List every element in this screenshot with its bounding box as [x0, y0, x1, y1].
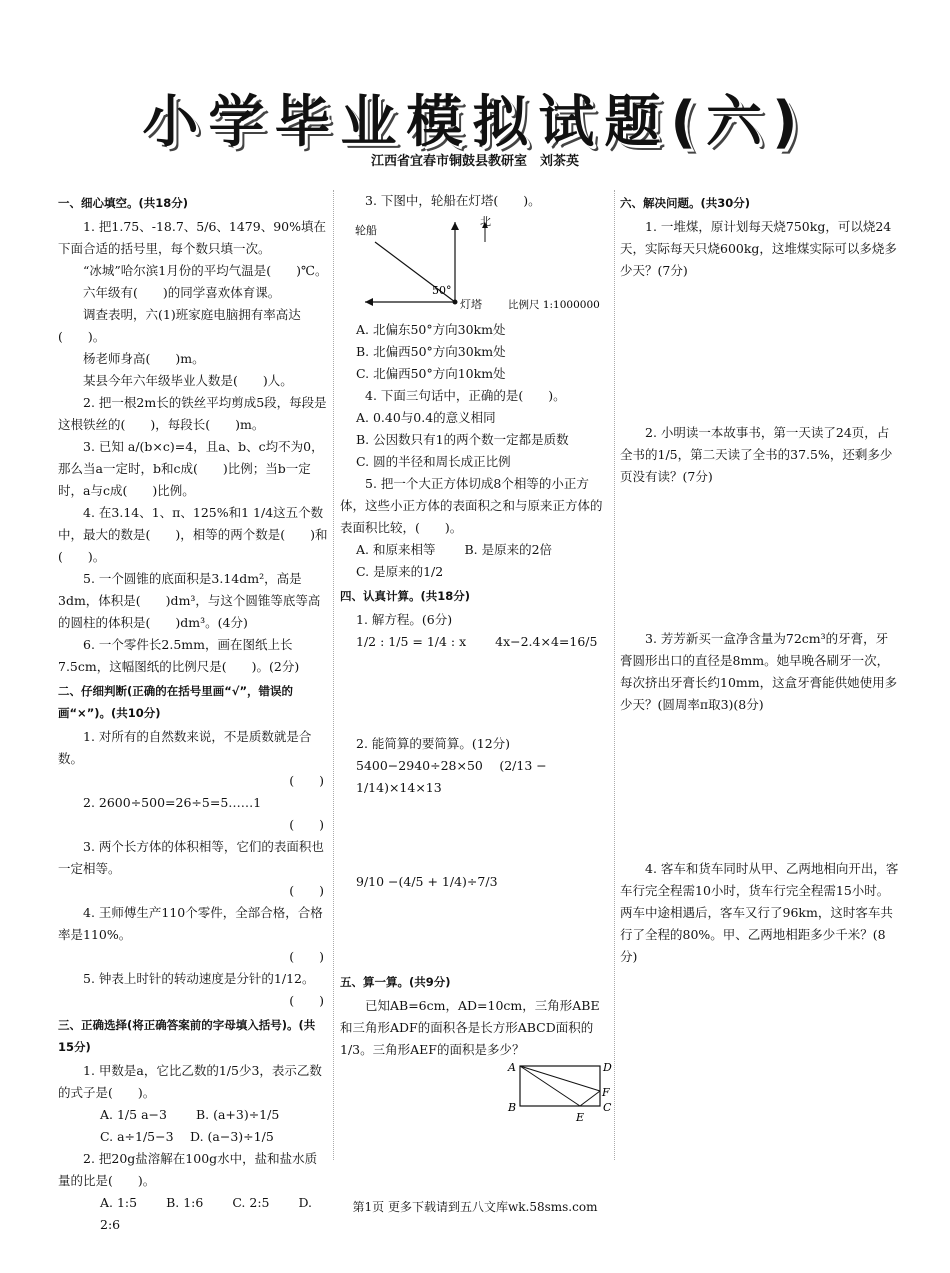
geometry-question: 已知AB=6cm，AD=10cm，三角形ABE和三角形ADF的面积各是长方形ABCD面积的1/3。三角形AEF的面积是多少？: [340, 998, 600, 1057]
option: B. 1:6: [166, 1195, 204, 1210]
option: C. 是原来的1/2: [356, 564, 444, 579]
choice-question: 5. 把一个大正方体切成8个相等的小正方体，这些小正方体的表面积之和与原来正方体的表面积比较，( )。: [340, 476, 603, 535]
equations: [356, 631, 610, 653]
question: 某县今年六年级毕业人数是( )人。: [83, 373, 293, 388]
question: “冰城”哈尔滨1月份的平均气温是( )℃。: [83, 263, 328, 278]
north-label: 北: [480, 215, 491, 228]
judge-item: 1. 对所有的自然数来说，不是质数就是合数。: [58, 729, 312, 766]
answer-paren: ( ): [289, 883, 324, 898]
option: C. 北偏西50°方向10km处: [356, 366, 506, 381]
expression: 5400−2940÷28×50: [356, 758, 483, 773]
question: 1. 把1.75、-18.7、5/6、1479、90%填在下面合适的括号里，每个数只填一次。: [58, 219, 326, 256]
rectangle-figure: [340, 1061, 610, 1131]
expression: 9/10 −(4/5 + 1/4)÷7/3: [356, 874, 498, 889]
label-e: E: [576, 1111, 585, 1124]
label-d: D: [603, 1061, 612, 1074]
section-heading: 五、算一算。(共9分): [340, 975, 451, 989]
page-footer: 第1页 更多下载请到五八文库wk.58sms.com: [352, 1200, 598, 1214]
section-heading: 六、解决问题。(共30分): [620, 196, 751, 210]
question: 六年级有( )的同学喜欢体育课。: [83, 285, 281, 300]
arrow-head: [365, 298, 373, 306]
choice-question: 4. 下面三句话中，正确的是( )。: [365, 388, 566, 403]
option: D. (a−3)÷1/5: [190, 1129, 274, 1144]
answer-paren: ( ): [289, 949, 324, 964]
judge-item: 4. 王师傅生产110个零件，全部合格，合格率是110%。: [58, 905, 323, 942]
choice-question: 1. 甲数是a，它比乙数的1/5少3，表示乙数的式子是( )。: [58, 1063, 322, 1100]
question: 杨老师身高( )m。: [83, 351, 205, 366]
answer-paren: ( ): [289, 993, 324, 1008]
answer-paren: ( ): [289, 773, 324, 788]
choice-options: [356, 539, 610, 561]
question: 4. 在3.14、1、π、125%和1 1/4这五个数中，最大的数是( )，相等的两个数是( )和( )。: [58, 505, 328, 564]
label-f: F: [602, 1086, 610, 1099]
option: C. 圆的半径和周长成正比例: [356, 454, 511, 469]
angle-label: 50°: [432, 284, 452, 297]
question: 调查表明，六(1)班家庭电脑拥有率高达( )。: [58, 307, 301, 344]
arrow-head: [451, 222, 459, 230]
option: A. 0.40与0.4的意义相同: [356, 410, 496, 425]
word-problem: 4. 客车和货车同时从甲、乙两地相向开出，客车行完全程需10小时，货车行完全程需15小时。两车中途相遇后，客车又行了96km，这时客车共行了全程的80%。甲、乙两地相距多少千米？(8分): [620, 861, 899, 964]
word-problem: 2. 小明读一本故事书，第一天读了24页，占全书的1/5，第二天读了全书的37.5%，还剩多少页没有读？(7分): [620, 425, 893, 484]
option: A. 1:5: [100, 1195, 138, 1210]
page-title: 小学毕业模拟试题(六): [142, 90, 808, 155]
column-right: [620, 190, 900, 968]
choice-options: [74, 1104, 328, 1126]
expressions: [356, 755, 610, 799]
question: 6. 一个零件长2.5mm，画在图纸上长7.5cm，这幅图纸的比例尺是( )。(2分): [58, 637, 300, 674]
ship-lighthouse-figure: [340, 212, 610, 312]
equation: 4x−2.4×4=16/5: [495, 634, 598, 649]
question: 3. 已知 a/(b×c)=4，且a、b、c均不为0，那么当a一定时，b和c成( )比例；当b一定时，a与c成( )比例。: [58, 439, 324, 498]
judge-item: 5. 钟表上时针的转动速度是分针的1/12。: [83, 971, 315, 986]
segment-ef: [580, 1091, 600, 1106]
sub-question: 1. 解方程。(6分): [356, 612, 453, 627]
option: B. (a+3)÷1/5: [195, 1107, 280, 1122]
column-divider: [333, 190, 334, 1160]
option: D. 2:6: [100, 1195, 313, 1232]
option: B. 北偏西50°方向30km处: [356, 344, 506, 359]
section-heading: 二、仔细判断(正确的在括号里画“√”，错误的画“×”)。(共10分): [58, 684, 294, 720]
option: A. 1/5 a−3: [100, 1107, 167, 1122]
author-line: 江西省宜春市铜鼓县教研室 刘茶英: [370, 154, 579, 169]
column-middle: [340, 190, 610, 1138]
ship-label: 轮船: [355, 224, 377, 237]
choice-options: [74, 1126, 328, 1148]
label-c: C: [603, 1101, 612, 1114]
section-heading: 四、认真计算。(共18分): [340, 589, 471, 603]
judge-item: 3. 两个长方体的体积相等，它们的表面积也一定相等。: [58, 839, 324, 876]
option: A. 北偏东50°方向30km处: [356, 322, 506, 337]
column-left: [58, 190, 328, 1236]
choice-question: 3. 下图中，轮船在灯塔( )。: [365, 193, 541, 208]
equation: 1/2 : 1/5 = 1/4 : x: [356, 634, 467, 649]
segment-ae: [520, 1066, 580, 1106]
option: C. 2:5: [232, 1195, 270, 1210]
tower-label: 灯塔: [460, 298, 482, 311]
judge-item: 2. 2600÷500=26÷5=5……1: [83, 795, 262, 810]
section-heading: 一、细心填空。(共18分): [58, 196, 189, 210]
sub-question: 2. 能简算的要简算。(12分): [356, 736, 511, 751]
lighthouse-dot: [453, 300, 458, 305]
scale-label: 比例尺 1:1000000: [508, 299, 600, 311]
word-problem: 1. 一堆煤，原计划每天烧750kg，可以烧24天，实际每天只烧600kg，这堆煤实际可以多烧多少天？(7分): [620, 219, 897, 278]
question: 2. 把一根2m长的铁丝平均剪成5段，每段是这根铁丝的( )，每段长( )m。: [58, 395, 327, 432]
option: A. 和原来相等: [356, 542, 436, 557]
answer-paren: ( ): [289, 817, 324, 832]
segment-af: [520, 1066, 600, 1091]
question: 5. 一个圆锥的底面积是3.14dm²，高是3dm，体积是( )dm³，与这个圆锥等底等高的圆柱的体积是( )dm³。(4分): [58, 571, 321, 630]
column-divider: [614, 190, 615, 1160]
option: B. 公因数只有1的两个数一定都是质数: [356, 432, 569, 447]
expression: (2/13 − 1/14)×14×13: [356, 758, 547, 795]
choice-question: 2. 把20g盐溶解在100g水中，盐和盐水质量的比是( )。: [58, 1151, 318, 1188]
option: C. a÷1/5−3: [100, 1129, 174, 1144]
section-heading: 三、正确选择(将正确答案前的字母填入括号)。(共15分): [58, 1018, 316, 1054]
option: B. 是原来的2倍: [464, 542, 553, 557]
label-a: A: [508, 1061, 516, 1074]
word-problem: 3. 芳芳新买一盒净含量为72cm³的牙膏，牙膏圆形出口的直径是8mm。她早晚各刷牙一次，每次挤出牙膏长约10mm，这盒牙膏能供她使用多少天？(圆周率π取3)(8分): [620, 631, 898, 712]
label-b: B: [508, 1101, 517, 1114]
